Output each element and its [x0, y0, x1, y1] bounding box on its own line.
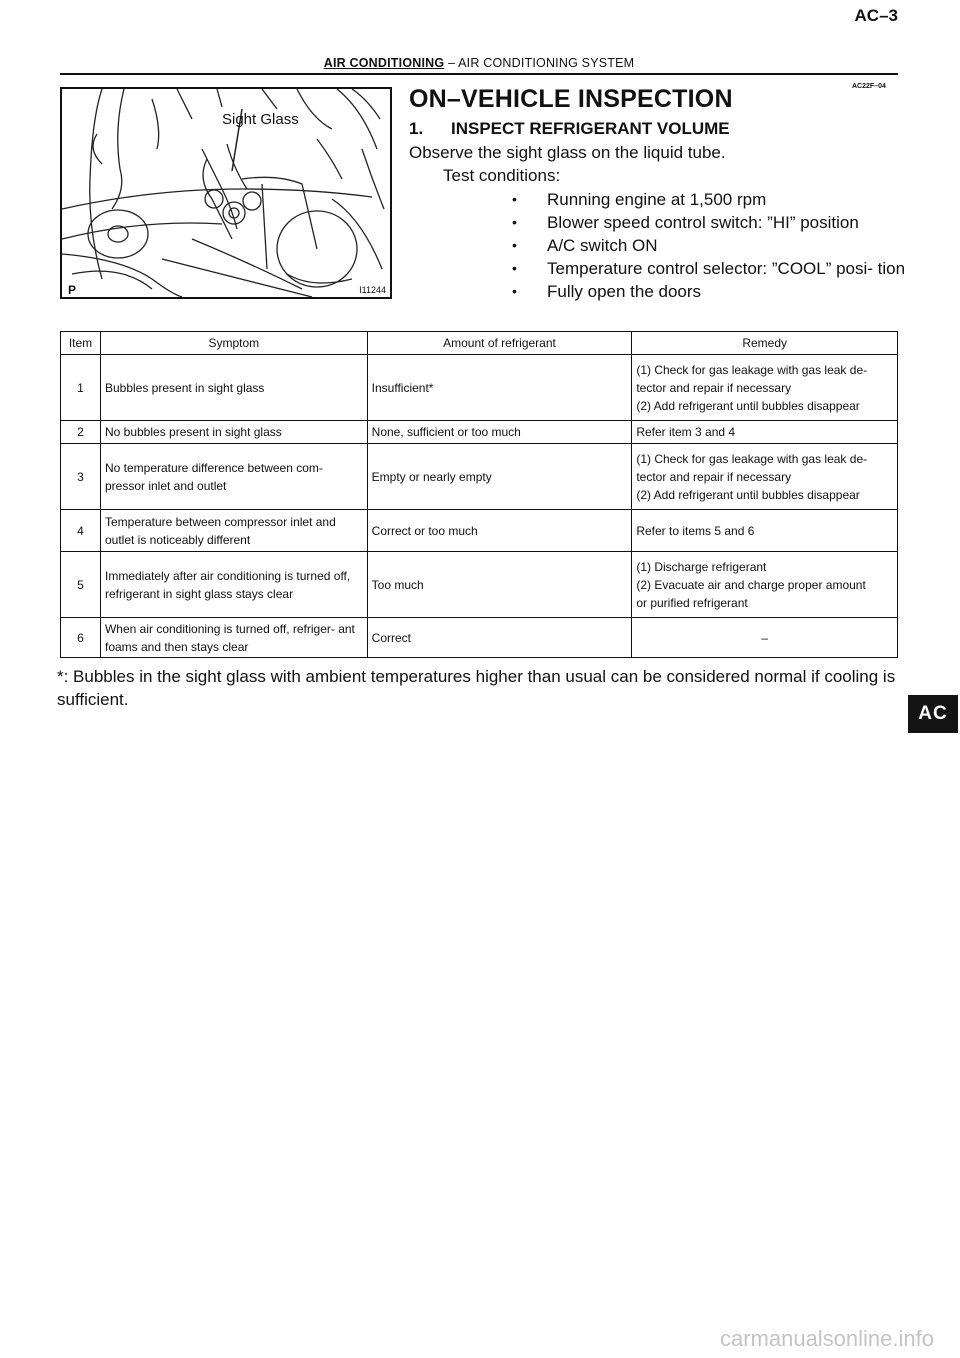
- page-number: AC–3: [854, 6, 898, 25]
- condition-item: • Fully open the doors: [512, 280, 908, 303]
- cell-item: 5: [61, 552, 101, 618]
- header-rule: [60, 73, 898, 75]
- cell-symptom: Immediately after air conditioning is turned off, refrigerant in sight glass stays clear: [100, 552, 367, 618]
- cell-remedy: [632, 510, 898, 552]
- footnote: *: Bubbles in the sight glass with ambient temperatures higher than usual can be considered normal if cooling is sufficient.: [57, 667, 896, 709]
- header-subsection: AIR CONDITIONING SYSTEM: [458, 56, 635, 70]
- cell-item: 6: [61, 618, 101, 658]
- observe-instruction: Observe the sight glass on the liquid tube.: [409, 143, 726, 162]
- remedy-line: tector and repair if necessary: [636, 380, 792, 395]
- figure-corner-mark: P: [68, 283, 77, 297]
- cell-amount: Insufficient*: [367, 355, 632, 421]
- test-conditions-list: [512, 188, 908, 303]
- remedy-line: (1) Discharge refrigerant: [636, 559, 767, 574]
- cell-symptom: No temperature difference between com- pressor inlet and outlet: [100, 444, 367, 510]
- table-row: [61, 421, 898, 444]
- cell-remedy: [632, 552, 898, 618]
- watermark: carmanualsonline.info: [719, 1326, 934, 1351]
- sight-glass-figure: [60, 87, 392, 299]
- cell-amount: Correct: [367, 618, 632, 658]
- running-header: [60, 56, 898, 70]
- cell-item: 2: [61, 421, 101, 444]
- cell-remedy: [632, 618, 898, 658]
- cell-symptom: When air conditioning is turned off, refriger- ant foams and then stays clear: [100, 618, 367, 658]
- cell-item: 4: [61, 510, 101, 552]
- cell-symptom: Temperature between compressor inlet and outlet is noticeably different: [100, 510, 367, 552]
- step-number: 1.: [409, 119, 424, 138]
- table-row: [61, 618, 898, 658]
- cell-remedy: [632, 355, 898, 421]
- header-item: Item: [61, 332, 101, 355]
- cell-item: 1: [61, 355, 101, 421]
- cell-amount: None, sufficient or too much: [367, 421, 632, 444]
- header-symptom: Symptom: [100, 332, 367, 355]
- figure-label: Sight Glass: [222, 111, 299, 128]
- condition-item: • A/C switch ON: [512, 234, 908, 257]
- cell-amount: Too much: [367, 552, 632, 618]
- condition-item: • Temperature control selector: ”COOL” posi- tion: [512, 257, 908, 280]
- header-remedy: Remedy: [632, 332, 898, 355]
- document-code: AC22F–04: [852, 83, 886, 90]
- cell-amount: Correct or too much: [367, 510, 632, 552]
- remedy-line: (2) Add refrigerant until bubbles disappear: [636, 487, 860, 502]
- condition-item: • Running engine at 1,500 rpm: [512, 188, 908, 211]
- table-row: [61, 510, 898, 552]
- step-title: INSPECT REFRIGERANT VOLUME: [451, 119, 730, 138]
- symptom-table: [60, 331, 898, 658]
- cell-amount: Empty or nearly empty: [367, 444, 632, 510]
- header-amount: Amount of refrigerant: [367, 332, 632, 355]
- remedy-line: Refer to items 5 and 6: [636, 523, 755, 538]
- table-row: [61, 444, 898, 510]
- cell-symptom: Bubbles present in sight glass: [100, 355, 367, 421]
- remedy-line: Refer item 3 and 4: [636, 425, 736, 439]
- remedy-line: (1) Check for gas leakage with gas leak de-: [636, 451, 868, 466]
- condition-item: • Blower speed control switch: ”HI” position: [512, 211, 908, 234]
- cell-item: 3: [61, 444, 101, 510]
- remedy-line: or purified refrigerant: [636, 595, 748, 610]
- remedy-line: (2) Add refrigerant until bubbles disappear: [636, 398, 860, 413]
- remedy-line: (2) Evacuate air and charge proper amount: [636, 577, 866, 592]
- cell-remedy: [632, 444, 898, 510]
- figure-number: I11244: [359, 285, 386, 295]
- remedy-line: (1) Check for gas leakage with gas leak de-: [636, 362, 868, 377]
- header-section: AIR CONDITIONING: [323, 56, 445, 70]
- page-title: ON–VEHICLE INSPECTION: [409, 85, 733, 113]
- section-tab: AC: [908, 695, 958, 733]
- table-row: [61, 355, 898, 421]
- table-row: [61, 552, 898, 618]
- test-conditions-label: Test conditions:: [443, 166, 561, 185]
- remedy-line: –: [761, 630, 768, 645]
- table-header-row: [61, 332, 898, 355]
- header-separator: –: [447, 56, 456, 70]
- cell-symptom: No bubbles present in sight glass: [100, 421, 367, 444]
- cell-remedy: [632, 421, 898, 444]
- step-heading: [409, 119, 730, 139]
- remedy-line: tector and repair if necessary: [636, 469, 792, 484]
